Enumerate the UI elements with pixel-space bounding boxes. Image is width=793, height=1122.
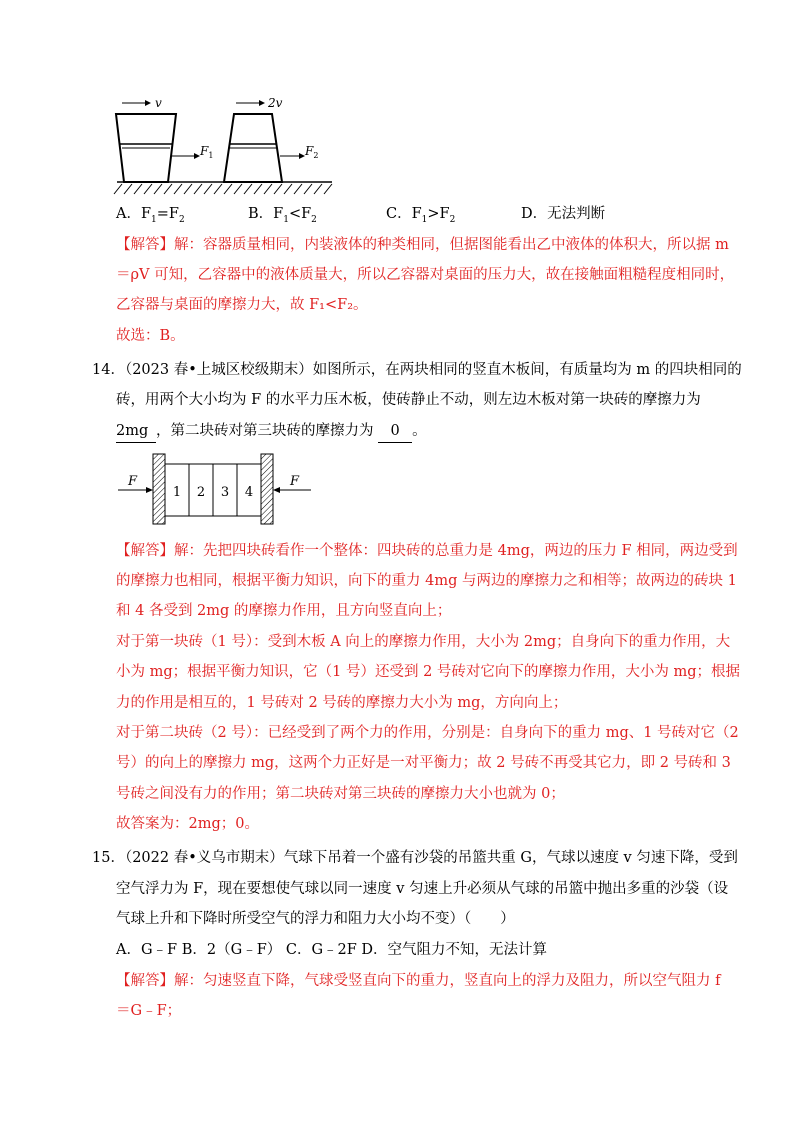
label-f1: $F_1$ xyxy=(200,144,214,160)
q14-answer-line-7: 对于第二块砖（2 号）：已经受到了两个力的作用，分别是：自身向下的重力 mg、1 号砖对它（2 xyxy=(116,725,739,741)
velocity-arrow-v xyxy=(122,100,151,106)
q14-stem-line-2: 砖，用两个大小均为 F 的水平力压木板，使砖静止不动，则左边木板对第一块砖的摩擦力为 xyxy=(116,392,701,408)
q14-answer-line-2: 的摩擦力也相同，根据平衡力知识，向下的重力 4mg 与两边的摩擦力之和相等；故两边的砖块 1 xyxy=(116,573,737,589)
q15-stem-line-3: 气球上升和下降时所受空气的浮力和阻力大小均不变）（ ） xyxy=(116,911,515,927)
force-arrow-f1 xyxy=(172,153,200,159)
q13-option-b: B．$F_1<F_2$ xyxy=(248,206,317,225)
left-board xyxy=(153,454,165,524)
q13-option-a: A．$F_1=F_2$ xyxy=(116,206,185,225)
label-f-left: F xyxy=(128,474,138,489)
q13-answer-line-3: 乙容器与桌面的摩擦力大，故 F₁<F₂。 xyxy=(116,297,368,313)
brick-2: 2 xyxy=(196,485,206,500)
q14-blank-1: 2mg xyxy=(116,420,156,443)
bricks-figure xyxy=(116,451,321,527)
q14-answer-line-10: 故答案为：2mg；0。 xyxy=(116,816,259,832)
label-f2: $F_2$ xyxy=(305,144,319,160)
q14-answer-line-5: 小为 mg；根据平衡力知识，它（1 号）还受到 2 号砖对它向下的摩擦力作用，大小为 mg；根据 xyxy=(116,664,741,680)
containers-figure xyxy=(112,92,337,197)
label-v: v xyxy=(155,96,162,110)
label-2v: 2v xyxy=(268,96,283,110)
q14-answer-line-4: 对于第一块砖（1 号）：受到木板 A 向上的摩擦力作用，大小为 2mg；自身向下的重力作用，大 xyxy=(116,634,731,650)
q15-options: A．G﹣F B．2（G﹣F） C．G﹣2F D．空气阻力不知，无法计算 xyxy=(116,942,548,958)
q13-answer-line-2: ＝ρV 可知，乙容器中的液体质量大，所以乙容器对桌面的压力大，故在接触面粗糙程度相同时， xyxy=(116,267,735,283)
q15-stem-line-1: 15．（2022 春•义乌市期末）气球下吊着一个盛有沙袋的吊篮共重 G，气球以速度 v 匀速下降，受到 xyxy=(92,850,738,866)
q15-answer-line-1: 【解答】解：匀速竖直下降，气球受竖直向下的重力，竖直向上的浮力及阻力，所以空气阻力 f xyxy=(116,973,721,989)
q14-answer-line-6: 力的作用是相互的，1 号砖对 2 号砖的摩擦力大小为 mg，方向向上； xyxy=(116,695,568,711)
label-f-right: F xyxy=(290,474,300,489)
q15-answer-line-2: ＝G﹣F； xyxy=(116,1003,182,1019)
q14-answer-line-8: 号）的向上的摩擦力 mg，这两个力正好是一对平衡力；故 2 号砖不再受其它力，即 2 号砖和 3 xyxy=(116,755,731,771)
right-board xyxy=(261,454,273,524)
brick-4: 4 xyxy=(244,485,254,500)
q15-stem-line-2: 空气浮力为 F，现在要想使气球以同一速度 v 匀速上升必须从气球的吊篮中抛出多重的沙袋（设 xyxy=(116,881,729,897)
q13-answer-line-1: 【解答】解：容器质量相同，内装液体的种类相同，但据图能看出乙中液体的体积大，所以据 m xyxy=(116,237,729,253)
force-arrow-f2 xyxy=(280,153,305,159)
q14-answer-line-3: 和 4 各受到 2mg 的摩擦力作用，且方向竖直向上； xyxy=(116,603,452,619)
q14-stem-line-1: 14．（2023 春•上城区校级期末）如图所示，在两块相同的竖直木板间，有质量均为 m 的四块相同的 xyxy=(92,362,742,378)
q14-answer-line-1: 【解答】解：先把四块砖看作一个整体：四块砖的总重力是 4mg，两边的压力 F 相同，两边受到 xyxy=(116,543,738,559)
q13-choice: 故选：B。 xyxy=(116,328,185,344)
container-yi xyxy=(224,114,282,182)
brick-3: 3 xyxy=(220,485,230,500)
velocity-arrow-2v xyxy=(236,100,265,106)
q13-option-d: D．无法判断 xyxy=(521,206,606,222)
q14-blank-2: 0 xyxy=(378,420,412,443)
q14-stem-line-3: 2mg ，第二块砖对第三块砖的摩擦力为 0 。 xyxy=(116,420,427,443)
q14-answer-line-9: 号砖之间没有力的作用；第二块砖对第三块砖的摩擦力大小也就为 0； xyxy=(116,786,565,802)
q13-option-c: C．$F_1>F_2$ xyxy=(386,206,456,225)
brick-1: 1 xyxy=(172,485,182,500)
container-jia xyxy=(116,114,176,182)
